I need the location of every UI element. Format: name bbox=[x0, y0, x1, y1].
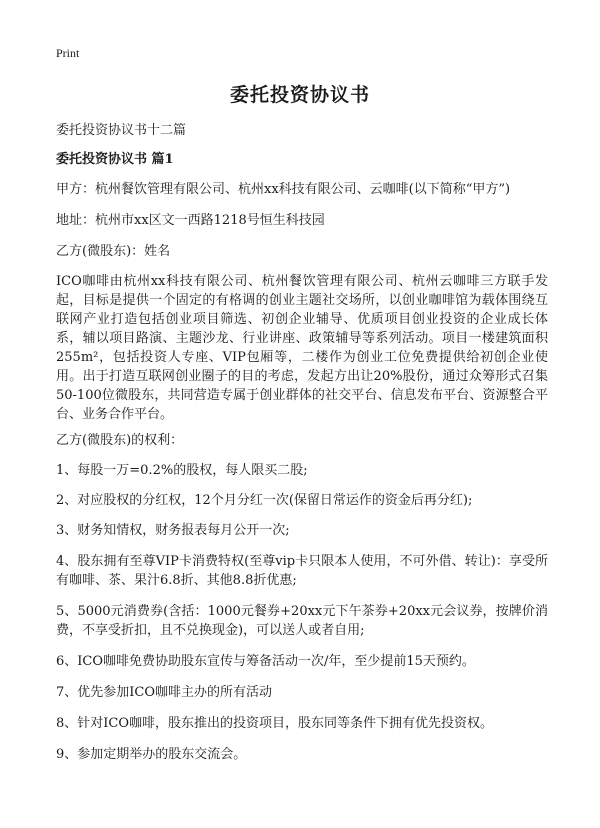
party-b-line: 乙方(微股东)：姓名 bbox=[56, 244, 171, 259]
rights-item: 7、优先参加ICO咖啡主办的所有活动 bbox=[56, 685, 273, 700]
rights-item: 8、针对ICO咖啡，股东推出的投资项目，股东同等条件下拥有优先投资权。 bbox=[56, 716, 494, 731]
print-label: Print bbox=[56, 46, 80, 60]
party-a-line: 甲方：杭州餐饮管理有限公司、杭州xx科技有限公司、云咖啡(以下简称“甲方”) bbox=[56, 182, 511, 197]
rights-item: 6、ICO咖啡免费协助股东宣传与筹备活动一次/年，至少提前15天预约。 bbox=[56, 654, 475, 669]
rights-heading: 乙方(微股东)的权利： bbox=[56, 433, 184, 448]
rights-item: 3、财务知情权，财务报表每月公开一次; bbox=[56, 523, 290, 538]
section-heading: 委托投资协议书 篇1 bbox=[56, 152, 174, 167]
intro-paragraph: ICO咖啡由杭州xx科技有限公司、杭州餐饮管理有限公司、杭州云咖啡三方联手发起，目标是提供一个固定的有格调的创业主题社交场所，以创业咖啡馆为载体围绕互联网产业打造包括创业项目筛选、初创企业辅导、优质项目创业投资的企业成长体系，辅以项目路演、主题沙龙、行业讲座、政策辅导等系列活动。项目一楼建筑面积255m²，包括投资人专座、VIP包厢等，二楼作为创业工位免费提供给初创企业使用。出于打造互联网创业圈子的目的考虑，发起方出让20%股份，通过众筹形式召集50-100位微股东，共同营造专属于创业群体的社交平台、信息发布平台、资源整合平台、业务合作平台。 bbox=[56, 274, 548, 422]
address-line: 地址：杭州市xx区文一西路1218号恒生科技园 bbox=[56, 213, 325, 228]
rights-item: 9、参加定期举办的股东交流会。 bbox=[56, 747, 247, 762]
document-title: 委托投资协议书 bbox=[229, 84, 370, 106]
rights-item: 4、股东拥有至尊VIP卡消费特权(至尊vip卡只限本人使用，不可外借、转让)：享受所有咖啡、茶、果汁6.8折、其他8.8折优惠; bbox=[56, 554, 548, 588]
rights-item: 2、对应股权的分红权，12个月分红一次(保留日常运作的资金后再分红); bbox=[56, 493, 473, 508]
document-subtitle: 委托投资协议书十二篇 bbox=[56, 123, 187, 138]
rights-item: 1、每股一万=0.2%的股权，每人限买二股; bbox=[56, 463, 308, 478]
rights-item: 5、5000元消费券(含括：1000元餐券+20xx元下午茶券+20xx元会议券，按牌价消费，不享受折扣，且不兑换现金)，可以送人或者自用; bbox=[56, 604, 548, 638]
